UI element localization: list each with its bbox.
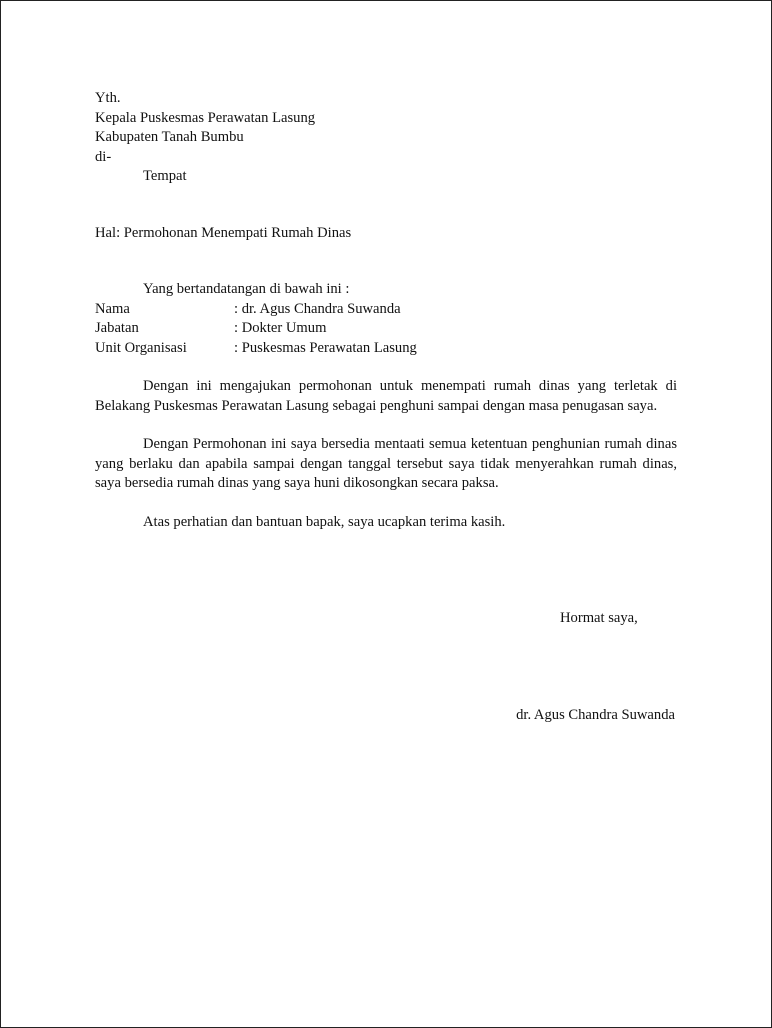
- body-paragraph-request: Dengan ini mengajukan permohonan untuk menempati rumah dinas yang terletak di Belakang Puskesmas Perawatan Lasung sebagai penghuni sampai dengan masa penugasan saya.: [95, 378, 677, 414]
- identity-row-unit: [95, 339, 677, 359]
- identity-row-position: [95, 319, 677, 339]
- identity-value: : dr. Agus Chandra Suwanda: [234, 300, 401, 317]
- spacer: [95, 187, 677, 224]
- recipient-line-2: Kabupaten Tanah Bumbu: [95, 129, 244, 145]
- intro-line: Yang bertandatangan di bawah ini :: [143, 281, 350, 297]
- identity-value: : Dokter Umum: [234, 320, 327, 336]
- signer-name: dr. Agus Chandra Suwanda: [516, 707, 675, 723]
- letter-subject: Hal: Permohonan Menempati Rumah Dinas: [95, 224, 352, 241]
- recipient-line-1: Kepala Puskesmas Perawatan Lasung: [95, 109, 316, 126]
- letter-body: [95, 89, 677, 532]
- identity-label: Unit Organisasi: [95, 339, 187, 356]
- recipient-place: Tempat: [143, 168, 187, 184]
- body-paragraph-commitment: Dengan Permohonan ini saya bersedia mentaati semua ketentuan penghunian rumah dinas yang berlaku dan apabila sampai dengan tanggal tersebut saya tidak menyerahkan rumah dinas, saya bersedia rumah dinas yang saya huni dikosongkan secara paksa.: [95, 436, 677, 491]
- identity-row-name: [95, 300, 677, 320]
- closing-greeting: Hormat saya,: [560, 610, 638, 626]
- identity-value: : Puskesmas Perawatan Lasung: [234, 339, 417, 356]
- identity-label: Nama: [95, 300, 130, 317]
- spacer: [95, 494, 677, 513]
- spacer: [95, 243, 677, 280]
- identity-label: Jabatan: [95, 320, 139, 336]
- spacer: [95, 358, 677, 377]
- spacer: [95, 416, 677, 435]
- recipient-line-3: di-: [95, 148, 112, 165]
- recipient-salutation: Yth.: [95, 90, 121, 106]
- body-paragraph-thanks: Atas perhatian dan bantuan bapak, saya ucapkan terima kasih.: [143, 513, 506, 530]
